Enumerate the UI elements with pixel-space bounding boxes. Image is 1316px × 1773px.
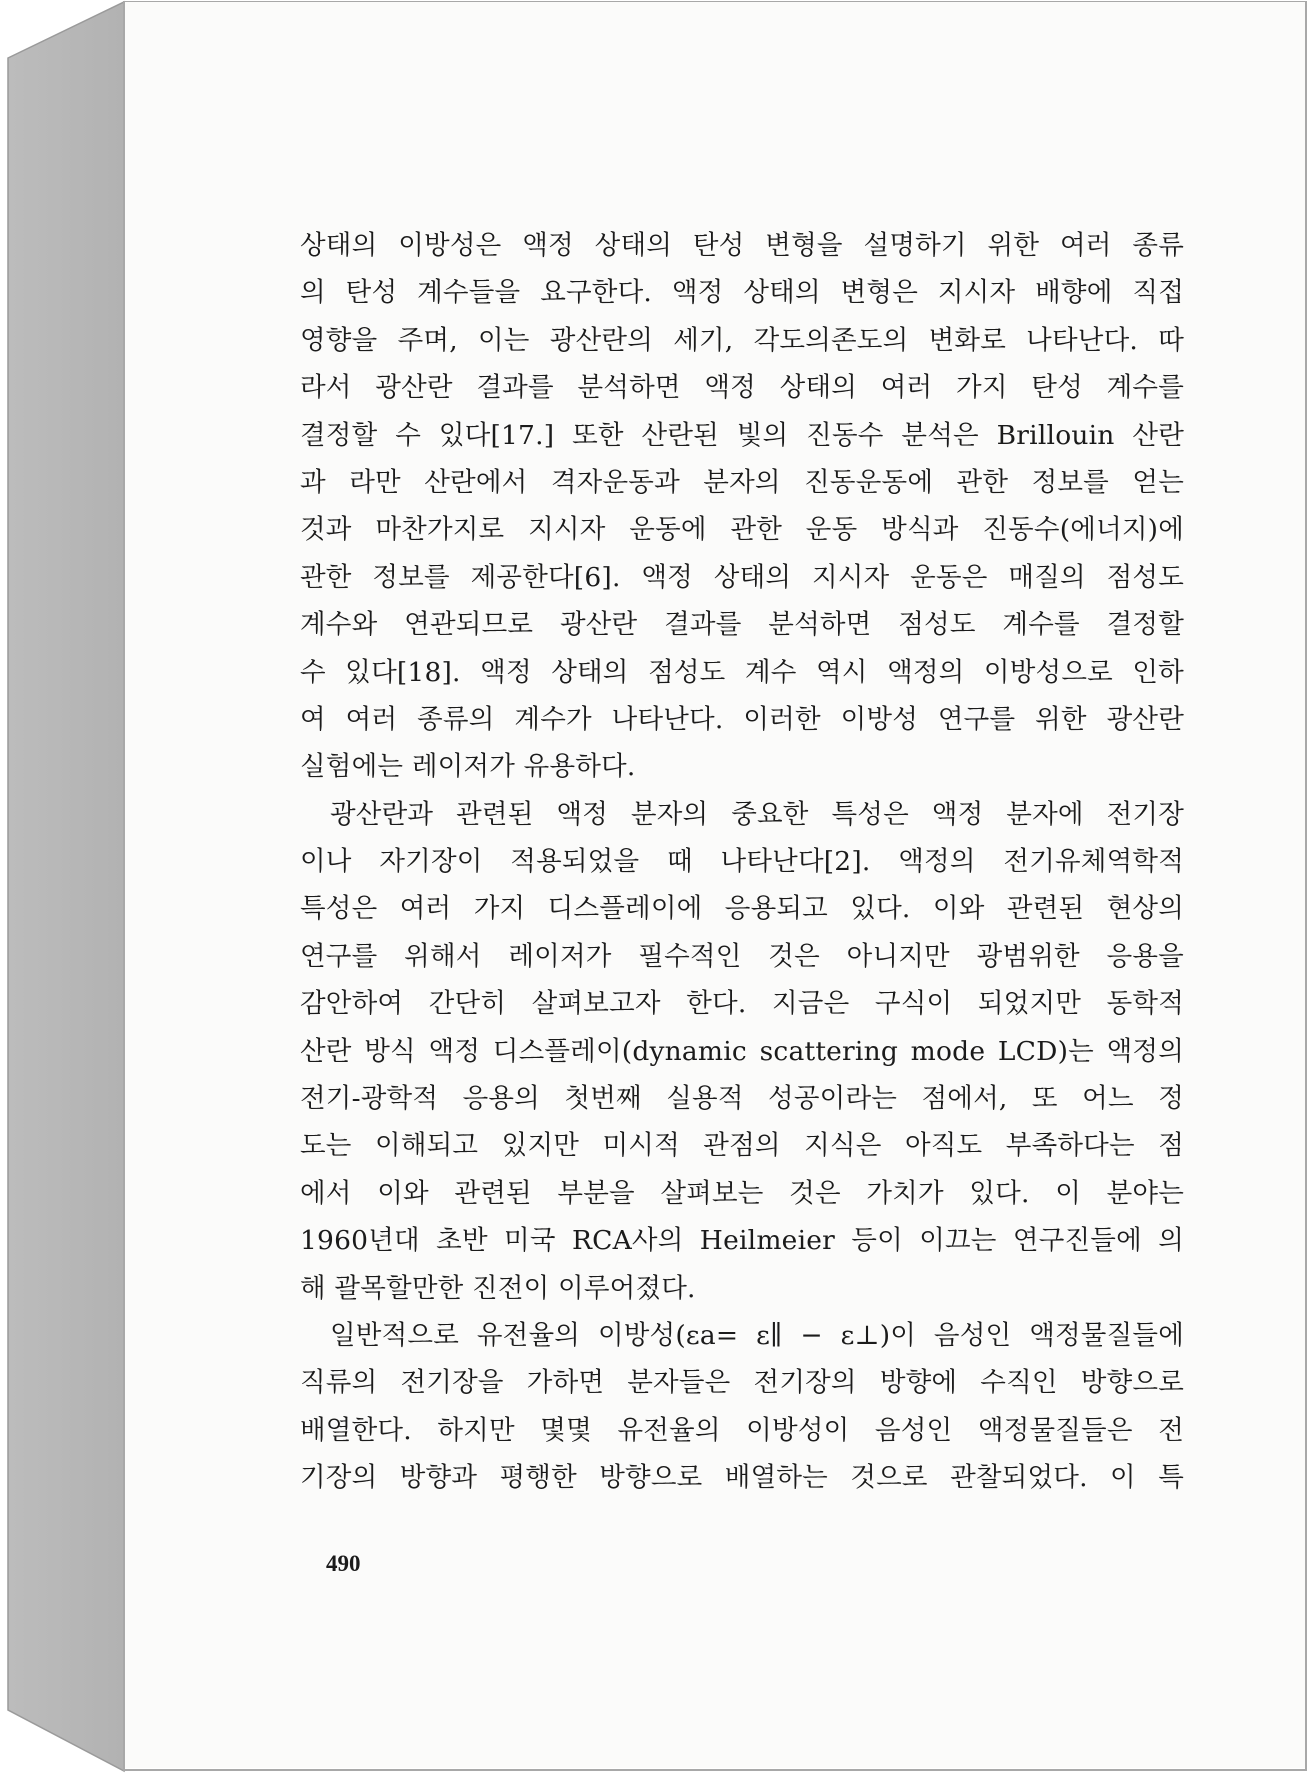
text-line: 이나 자기장이 적용되었을 때 나타난다[2]. 액정의 전기유체역학적 [300, 846, 1184, 878]
text-line: 실험에는 레이저가 유용하다. [300, 751, 636, 783]
text-line: 광산란과 관련된 액정 분자의 중요한 특성은 액정 분자에 전기장 [330, 798, 1184, 830]
text-line: 에서 이와 관련된 부분을 살펴보는 것은 가치가 있다. 이 분야는 [300, 1177, 1184, 1209]
text-line: 연구를 위해서 레이저가 필수적인 것은 아니지만 광범위한 응용을 [300, 940, 1184, 972]
text-line: 것과 마찬가지로 지시자 운동에 관한 운동 방식과 진동수(에너지)에 [300, 514, 1184, 546]
text-line: 일반적으로 유전율의 이방성(εa= ε∥ − ε⊥)이 음성인 액정물질들에 [330, 1319, 1184, 1351]
body-text [300, 222, 1184, 1502]
text-line: 수 있다[18]. 액정 상태의 점성도 계수 역시 액정의 이방성으로 인하 [300, 656, 1184, 688]
text-line: 상태의 이방성은 액정 상태의 탄성 변형을 설명하기 위한 여러 종류 [300, 230, 1184, 261]
page-number: 490 [326, 1551, 361, 1576]
text-line: 해 괄목할만한 진전이 이루어졌다. [300, 1272, 696, 1304]
text-line: 계수와 연관되므로 광산란 결과를 분석하면 점성도 계수를 결정할 [300, 609, 1185, 641]
text-line: 기장의 방향과 평행한 방향으로 배열하는 것으로 관찰되었다. 이 특 [300, 1462, 1184, 1494]
text-line: 결정할 수 있다[17.] 또한 산란된 빛의 진동수 분석은 Brillouin 산란 [300, 419, 1184, 451]
text-line: 과 라만 산란에서 격자운동과 분자의 진동운동에 관한 정보를 얻는 [300, 466, 1184, 498]
text-line: 의 탄성 계수들을 요구한다. 액정 상태의 변형은 지시자 배향에 직접 [300, 277, 1184, 309]
text-line: 직류의 전기장을 가하면 분자들은 전기장의 방향에 수직인 방향으로 [300, 1367, 1184, 1399]
text-line: 전기-광학적 응용의 첫번째 실용적 성공이라는 점에서, 또 어느 정 [300, 1083, 1184, 1115]
text-line: 영향을 주며, 이는 광산란의 세기, 각도의존도의 변화로 나타난다. 따 [300, 324, 1184, 356]
text-line: 도는 이해되고 있지만 미시적 관점의 지식은 아직도 부족하다는 점 [300, 1130, 1184, 1162]
text-line: 배열한다. 하지만 몇몇 유전율의 이방성이 음성인 액정물질들은 전 [300, 1414, 1184, 1446]
text-line: 감안하여 간단히 살펴보고자 한다. 지금은 구식이 되었지만 동학적 [300, 988, 1184, 1020]
text-line: 1960년대 초반 미국 RCA사의 Heilmeier 등이 이끄는 연구진들에 의 [300, 1225, 1184, 1257]
text-line: 산란 방식 액정 디스플레이(dynamic scattering mode LCD)는 액정의 [300, 1035, 1184, 1067]
text-line: 관한 정보를 제공한다[6]. 액정 상태의 지시자 운동은 매질의 점성도 [300, 561, 1184, 593]
text-line: 라서 광산란 결과를 분석하면 액정 상태의 여러 가지 탄성 계수를 [300, 372, 1184, 404]
text-line: 특성은 여러 가지 디스플레이에 응용되고 있다. 이와 관련된 현상의 [300, 893, 1184, 925]
text-line: 여 여러 종류의 계수가 나타난다. 이러한 이방성 연구를 위한 광산란 [300, 703, 1184, 735]
